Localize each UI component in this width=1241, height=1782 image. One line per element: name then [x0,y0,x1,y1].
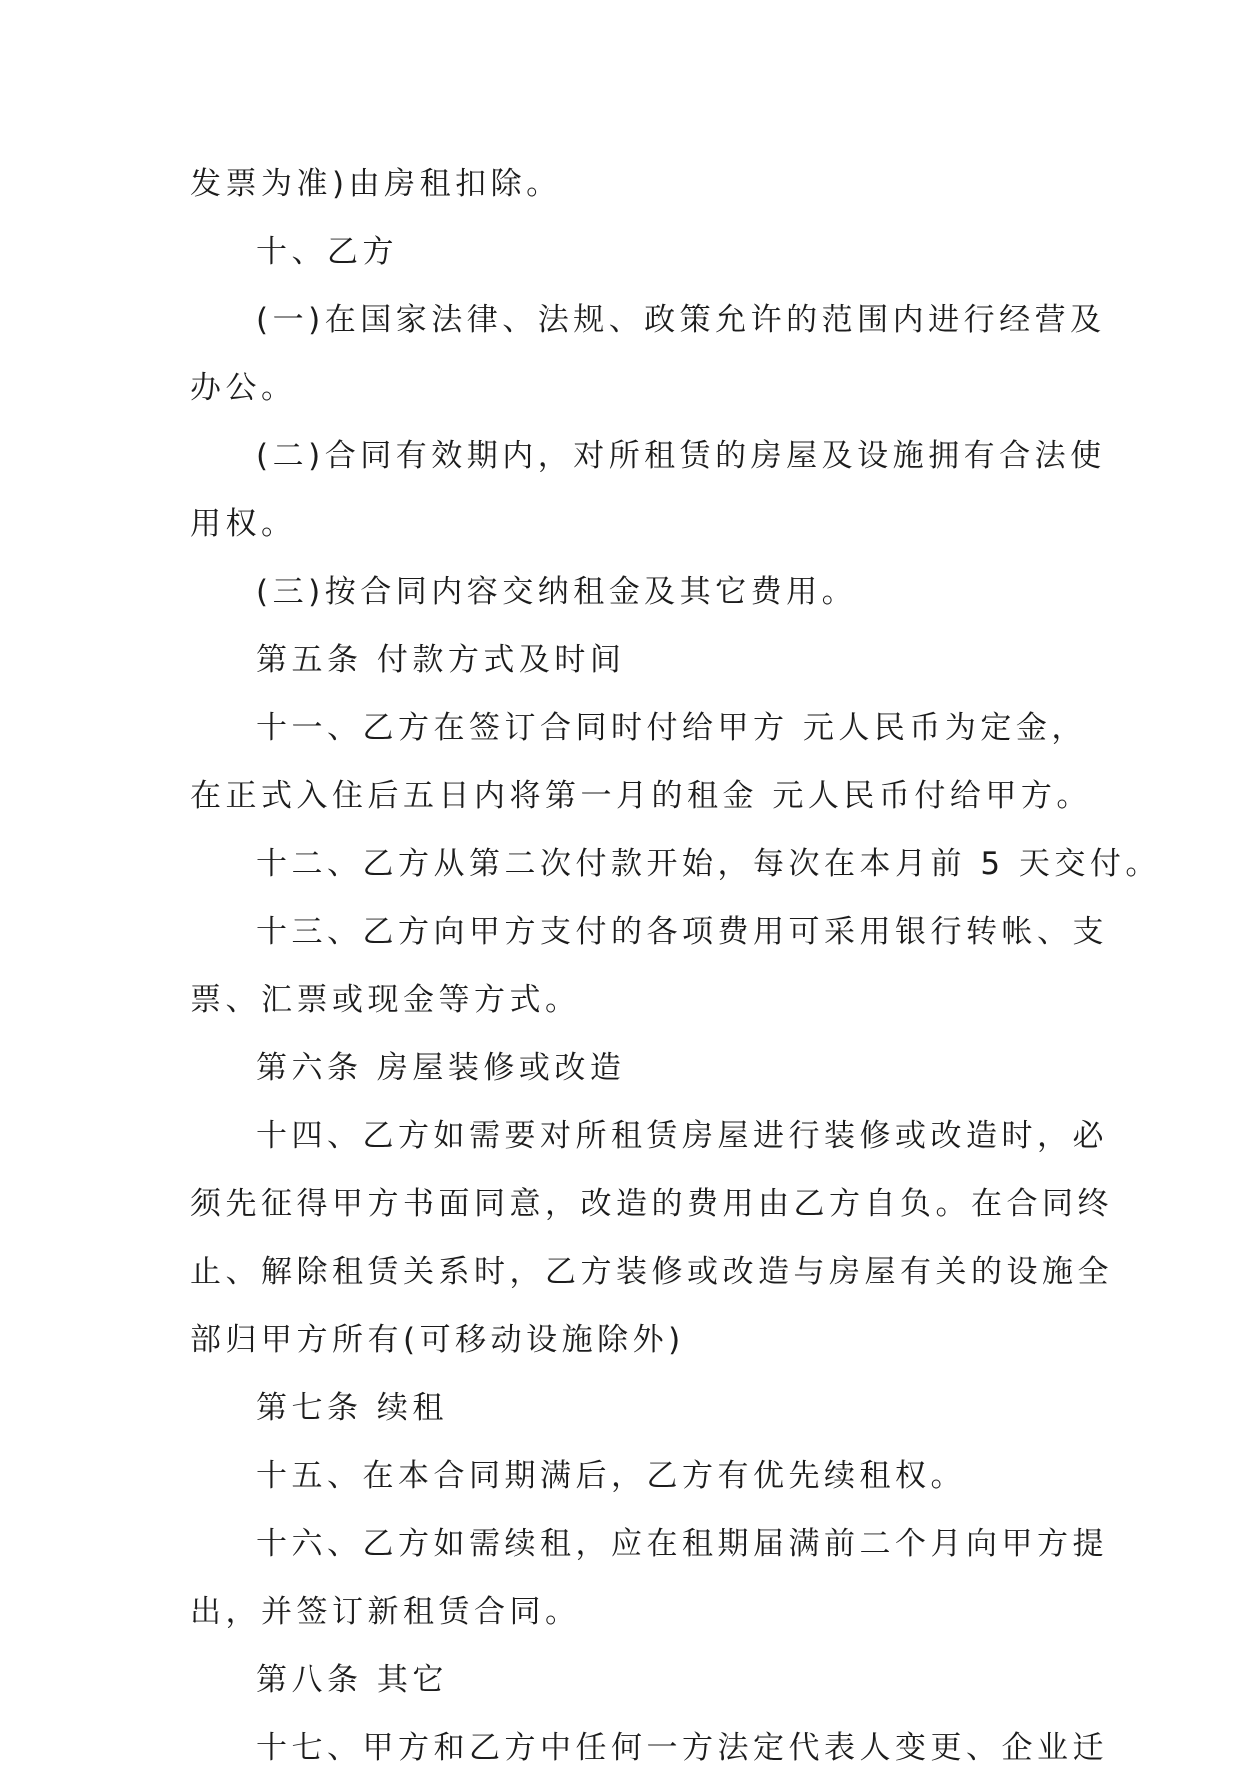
text-line: 第六条 房屋装修或改造 [256,1050,626,1086]
text-line: (一)在国家法律、法规、政策允许的范围内进行经营及 [256,302,1106,338]
text-line: 十、乙方 [256,234,398,270]
text-line: 发票为准)由房租扣除。 [190,166,562,202]
text-line: 十五、在本合同期满后，乙方有优先续租权。 [256,1458,966,1494]
text-line: 十二、乙方从第二次付款开始，每次在本月前 5 天交付。 [256,846,1161,882]
text-line: 出，并签订新租赁合同。 [190,1594,581,1630]
text-line: (二)合同有效期内，对所租赁的房屋及设施拥有合法使 [256,438,1106,474]
text-line: (三)按合同内容交纳租金及其它费用。 [256,574,858,610]
text-line: 办公。 [190,370,297,406]
text-line: 须先征得甲方书面同意，改造的费用由乙方自负。在合同终 [190,1186,1113,1222]
text-line: 十三、乙方向甲方支付的各项费用可采用银行转帐、支 [256,914,1108,950]
text-line: 部归甲方所有(可移动设施除外) [190,1322,685,1358]
text-line: 第五条 付款方式及时间 [256,642,626,678]
text-line: 止、解除租赁关系时，乙方装修或改造与房屋有关的设施全 [190,1254,1113,1290]
text-line: 第七条 续租 [256,1390,448,1426]
text-line: 十七、甲方和乙方中任何一方法定代表人变更、企业迁 [256,1730,1108,1766]
text-line: 十六、乙方如需续租，应在租期届满前二个月向甲方提 [256,1526,1108,1562]
text-line: 用权。 [190,506,297,542]
text-line: 票、汇票或现金等方式。 [190,982,581,1018]
text-line: 十四、乙方如需要对所租赁房屋进行装修或改造时，必 [256,1118,1108,1154]
text-line: 十一、乙方在签订合同时付给甲方 元人民币为定金， [256,710,1087,746]
document-body [190,150,1161,1782]
text-line: 在正式入住后五日内将第一月的租金 元人民币付给甲方。 [190,778,1092,814]
text-line: 第八条 其它 [256,1662,448,1698]
